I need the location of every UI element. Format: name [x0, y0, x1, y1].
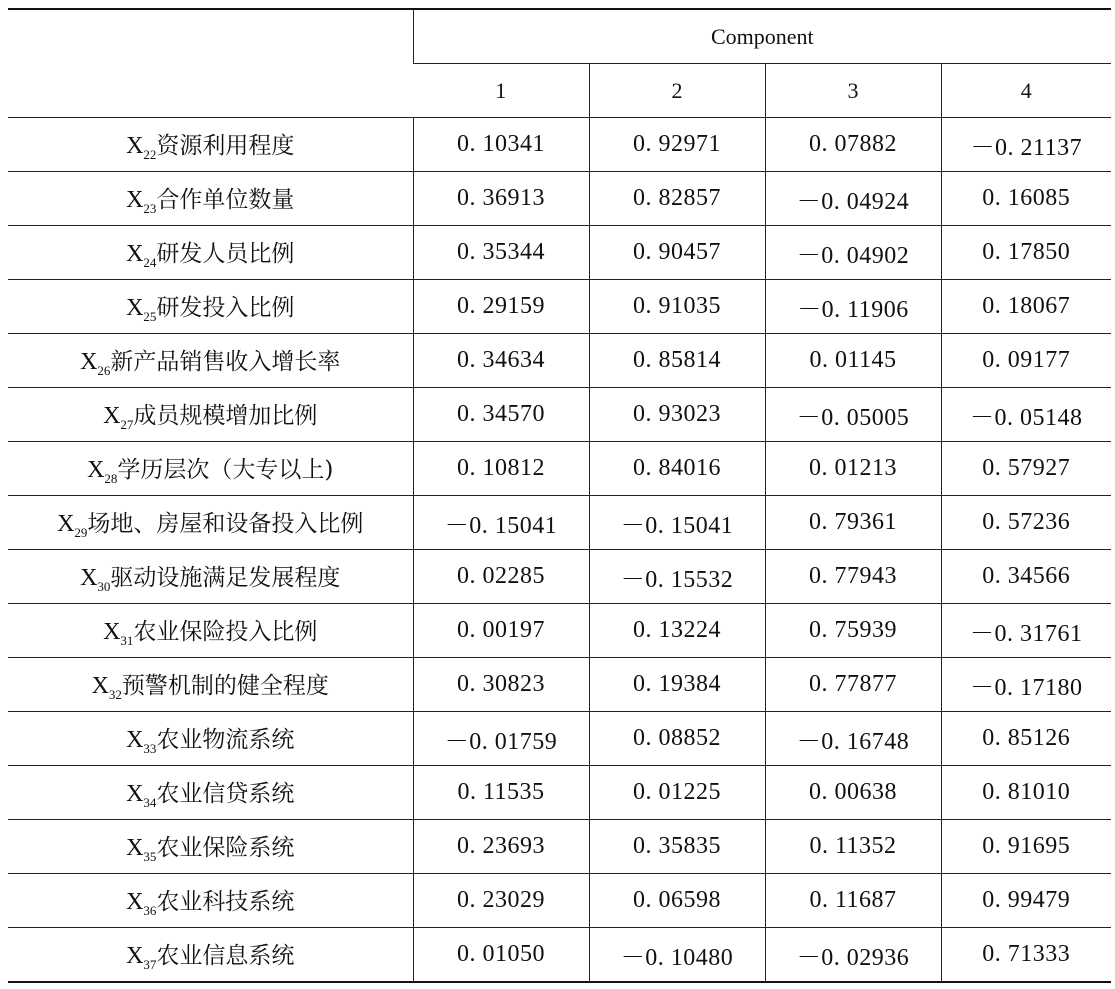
- table-row: [8, 658, 1111, 712]
- variable-label: 农业保险系统: [156, 834, 295, 861]
- header-row-component: [8, 9, 1111, 64]
- loading-value-component-1: 0. 11535: [413, 766, 589, 820]
- variable-label: 预警机制的健全程度: [121, 672, 329, 699]
- loading-value-component-3: －0. 05005: [765, 388, 941, 442]
- variable-label: 农业物流系统: [156, 726, 295, 753]
- loading-value-component-2: －0. 15532: [589, 550, 765, 604]
- loading-value-component-3: －0. 04924: [765, 172, 941, 226]
- variable-subscript: 22: [143, 146, 157, 162]
- variable-label: 驱动设施满足发展程度: [110, 564, 341, 591]
- variable-symbol: X: [126, 888, 144, 915]
- variable-symbol: X: [126, 240, 144, 267]
- loading-value-component-4: 0. 85126: [941, 712, 1111, 766]
- table-body: [8, 118, 1111, 983]
- loading-value-component-2: 0. 08852: [589, 712, 765, 766]
- table-row: [8, 280, 1111, 334]
- variable-symbol: X: [126, 726, 144, 753]
- loading-value-component-1: 0. 36913: [413, 172, 589, 226]
- loading-value-component-4: 0. 91695: [941, 820, 1111, 874]
- loading-value-component-3: 0. 11687: [765, 874, 941, 928]
- loading-value-component-3: 0. 79361: [765, 496, 941, 550]
- loading-value-component-3: －0. 16748: [765, 712, 941, 766]
- loading-value-component-4: 0. 16085: [941, 172, 1111, 226]
- loading-value-component-3: 0. 11352: [765, 820, 941, 874]
- variable-subscript: 32: [108, 686, 122, 702]
- variable-subscript: 33: [143, 740, 157, 756]
- table-row: [8, 712, 1111, 766]
- loading-value-component-3: －0. 02936: [765, 928, 941, 983]
- variable-subscript: 23: [143, 200, 157, 216]
- loading-value-component-2: 0. 13224: [589, 604, 765, 658]
- loading-value-component-1: 0. 35344: [413, 226, 589, 280]
- loading-value-component-4: 0. 57927: [941, 442, 1111, 496]
- loading-value-component-1: 0. 00197: [413, 604, 589, 658]
- variable-subscript: 26: [97, 362, 111, 378]
- loading-value-component-3: 0. 01213: [765, 442, 941, 496]
- table-row: [8, 820, 1111, 874]
- loading-value-component-1: －0. 01759: [413, 712, 589, 766]
- variable-subscript: 34: [143, 794, 157, 810]
- variable-name-cell: [8, 550, 413, 604]
- loading-value-component-1: 0. 02285: [413, 550, 589, 604]
- table-row: [8, 172, 1111, 226]
- variable-subscript: 31: [120, 632, 134, 648]
- loading-value-component-4: 0. 09177: [941, 334, 1111, 388]
- variable-symbol: X: [80, 348, 98, 375]
- loading-value-component-4: 0. 81010: [941, 766, 1111, 820]
- loading-value-component-3: －0. 11906: [765, 280, 941, 334]
- header-corner-cell: [8, 9, 413, 118]
- variable-subscript: 35: [143, 848, 157, 864]
- loading-value-component-4: 0. 71333: [941, 928, 1111, 983]
- column-header-3: 3: [765, 64, 941, 118]
- variable-symbol: X: [57, 510, 75, 537]
- variable-name-cell: [8, 172, 413, 226]
- loading-value-component-1: 0. 34570: [413, 388, 589, 442]
- column-header-2: 2: [589, 64, 765, 118]
- loading-value-component-3: －0. 04902: [765, 226, 941, 280]
- loading-value-component-4: 0. 18067: [941, 280, 1111, 334]
- loading-value-component-4: 0. 57236: [941, 496, 1111, 550]
- variable-name-cell: [8, 226, 413, 280]
- loading-value-component-1: －0. 15041: [413, 496, 589, 550]
- loading-value-component-4: －0. 17180: [941, 658, 1111, 712]
- variable-symbol: X: [126, 942, 144, 969]
- loading-value-component-1: 0. 23029: [413, 874, 589, 928]
- column-header-4: 4: [941, 64, 1111, 118]
- loading-value-component-3: 0. 77943: [765, 550, 941, 604]
- variable-label: 合作单位数量: [156, 186, 295, 213]
- table-row: [8, 604, 1111, 658]
- loading-value-component-1: 0. 10812: [413, 442, 589, 496]
- table-row: [8, 496, 1111, 550]
- variable-name-cell: [8, 712, 413, 766]
- loading-value-component-1: 0. 30823: [413, 658, 589, 712]
- variable-name-cell: [8, 388, 413, 442]
- loading-value-component-1: 0. 01050: [413, 928, 589, 983]
- loading-value-component-2: －0. 15041: [589, 496, 765, 550]
- table-row: [8, 550, 1111, 604]
- table-row: [8, 334, 1111, 388]
- variable-symbol: X: [126, 132, 144, 159]
- variable-name-cell: [8, 496, 413, 550]
- loading-value-component-2: 0. 82857: [589, 172, 765, 226]
- table-header: [8, 9, 1111, 118]
- variable-symbol: X: [103, 618, 121, 645]
- loading-value-component-2: 0. 84016: [589, 442, 765, 496]
- loading-value-component-2: 0. 01225: [589, 766, 765, 820]
- loading-value-component-1: 0. 34634: [413, 334, 589, 388]
- loading-value-component-4: 0. 99479: [941, 874, 1111, 928]
- variable-label: 成员规模增加比例: [133, 402, 318, 429]
- variable-subscript: 29: [74, 524, 88, 540]
- variable-subscript: 25: [143, 308, 157, 324]
- table-row: [8, 388, 1111, 442]
- variable-subscript: 36: [143, 902, 157, 918]
- loading-value-component-2: 0. 93023: [589, 388, 765, 442]
- loading-value-component-2: 0. 90457: [589, 226, 765, 280]
- variable-name-cell: [8, 658, 413, 712]
- table-row: [8, 118, 1111, 172]
- variable-label: 新产品销售收入增长率: [110, 348, 341, 375]
- loading-value-component-2: 0. 85814: [589, 334, 765, 388]
- loading-value-component-3: 0. 01145: [765, 334, 941, 388]
- column-header-1: 1: [413, 64, 589, 118]
- variable-label: 研发投入比例: [156, 294, 295, 321]
- variable-symbol: X: [126, 780, 144, 807]
- loading-value-component-2: －0. 10480: [589, 928, 765, 983]
- variable-subscript: 24: [143, 254, 157, 270]
- component-header: Component: [413, 9, 1111, 64]
- variable-symbol: X: [91, 672, 109, 699]
- table-row: [8, 226, 1111, 280]
- variable-subscript: 28: [104, 470, 118, 486]
- loading-value-component-3: 0. 07882: [765, 118, 941, 172]
- variable-symbol: X: [126, 834, 144, 861]
- variable-symbol: X: [87, 456, 105, 483]
- variable-subscript: 27: [120, 416, 134, 432]
- loading-value-component-2: 0. 19384: [589, 658, 765, 712]
- variable-name-cell: [8, 118, 413, 172]
- table-row: [8, 874, 1111, 928]
- variable-name-cell: [8, 766, 413, 820]
- variable-name-cell: [8, 334, 413, 388]
- loading-value-component-3: 0. 77877: [765, 658, 941, 712]
- variable-name-cell: [8, 874, 413, 928]
- table-row: [8, 442, 1111, 496]
- variable-symbol: X: [126, 294, 144, 321]
- variable-label: 场地、房屋和设备投入比例: [87, 510, 364, 537]
- variable-name-cell: [8, 820, 413, 874]
- loading-value-component-2: 0. 92971: [589, 118, 765, 172]
- variable-symbol: X: [126, 186, 144, 213]
- component-matrix-table: [8, 8, 1111, 983]
- loading-value-component-4: －0. 21137: [941, 118, 1111, 172]
- loading-value-component-4: －0. 31761: [941, 604, 1111, 658]
- loading-value-component-3: 0. 75939: [765, 604, 941, 658]
- variable-symbol: X: [103, 402, 121, 429]
- variable-label: 研发人员比例: [156, 240, 295, 267]
- variable-label: 农业保险投入比例: [133, 618, 318, 645]
- loading-value-component-4: 0. 34566: [941, 550, 1111, 604]
- table-container: [8, 8, 1111, 983]
- table-row: [8, 928, 1111, 983]
- loading-value-component-4: 0. 17850: [941, 226, 1111, 280]
- variable-symbol: X: [80, 564, 98, 591]
- loading-value-component-1: 0. 23693: [413, 820, 589, 874]
- table-row: [8, 766, 1111, 820]
- variable-name-cell: [8, 604, 413, 658]
- loading-value-component-2: 0. 35835: [589, 820, 765, 874]
- variable-label: 资源利用程度: [156, 132, 295, 159]
- variable-subscript: 37: [143, 956, 157, 972]
- variable-label: 农业信息系统: [156, 942, 295, 969]
- variable-label: 农业信贷系统: [156, 780, 295, 807]
- loading-value-component-1: 0. 29159: [413, 280, 589, 334]
- variable-name-cell: [8, 928, 413, 983]
- variable-name-cell: [8, 280, 413, 334]
- loading-value-component-4: －0. 05148: [941, 388, 1111, 442]
- loading-value-component-1: 0. 10341: [413, 118, 589, 172]
- loading-value-component-2: 0. 06598: [589, 874, 765, 928]
- variable-label: 学历层次（大专以上): [117, 456, 334, 483]
- loading-value-component-3: 0. 00638: [765, 766, 941, 820]
- variable-label: 农业科技系统: [156, 888, 295, 915]
- loading-value-component-2: 0. 91035: [589, 280, 765, 334]
- variable-subscript: 30: [97, 578, 111, 594]
- variable-name-cell: [8, 442, 413, 496]
